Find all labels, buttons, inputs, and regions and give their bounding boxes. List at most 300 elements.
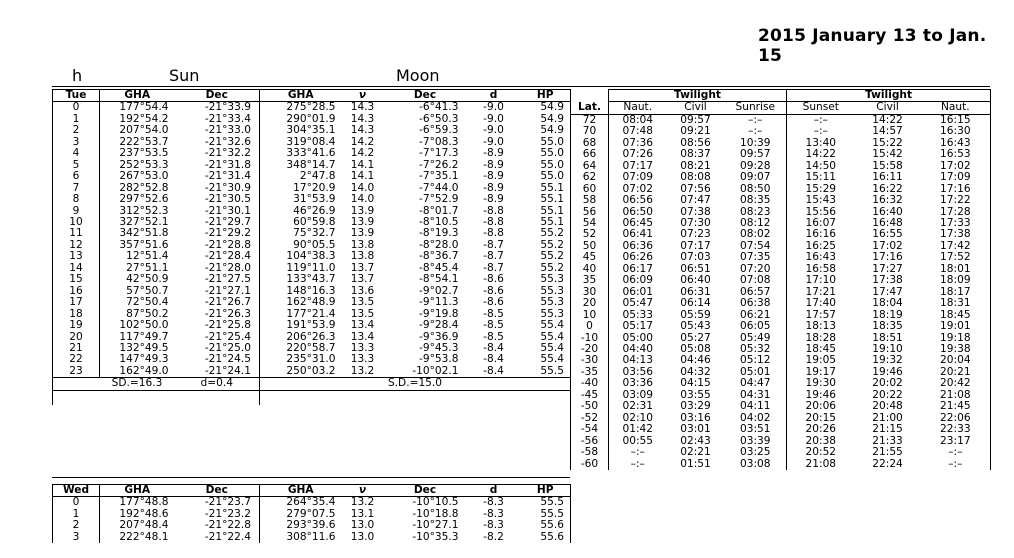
hour-cell: 0	[53, 497, 100, 509]
naut-morning-cell: 06:45	[609, 218, 667, 229]
sunset-cell: 18:13	[787, 321, 855, 332]
civil-morning-cell: 07:47	[680, 194, 711, 207]
moon-dec-cell: -8°10.5	[419, 215, 459, 228]
moon-hp-cell: 55.4	[521, 320, 571, 331]
sunrise-cell: 04:11	[740, 400, 771, 413]
sunset-cell: 16:58	[787, 264, 855, 275]
moon-dec-header-wed: Dec	[384, 485, 467, 497]
sunset-cell: 16:43	[787, 252, 855, 263]
sun-dec-cell: -21°28.0	[175, 263, 260, 274]
naut-morning-cell: 06:09	[609, 275, 667, 286]
moon-hp-cell: 55.3	[521, 309, 571, 320]
moon-dec-cell: -8°01.7	[419, 204, 459, 217]
moon-hp-cell: 54.9	[521, 125, 571, 136]
civil-morning-cell: 08:37	[680, 148, 711, 161]
ephemeris-body-wed	[53, 497, 571, 543]
sun-dec-cell: -21°26.3	[175, 309, 260, 320]
civil-morning-cell: 07:17	[680, 239, 711, 252]
lat-cell: 64	[571, 161, 609, 172]
naut-evening-cell: 22:06	[921, 413, 991, 424]
civil-morning-cell: 03:01	[680, 423, 711, 436]
moon-dec-cell: -9°02.7	[419, 284, 459, 297]
naut-morning-cell: 05:00	[609, 333, 667, 344]
moon-nu-cell: 13.9	[350, 204, 375, 217]
moon-gha-cell: 220°58.7	[286, 341, 336, 354]
moon-gha-cell: 90°05.5	[293, 238, 336, 251]
moon-semidiameter: S.D.=15.0	[260, 378, 571, 390]
table-row	[53, 366, 571, 378]
naut-evening-cell: 17:38	[921, 229, 991, 240]
hour-cell: 18	[53, 309, 100, 320]
moon-dec-cell: -9°53.8	[419, 353, 459, 366]
hour-cell: 23	[53, 366, 100, 378]
sun-dec-cell: -21°32.6	[175, 137, 260, 148]
twilight-body	[571, 114, 991, 470]
moon-d-cell: -8.7	[483, 238, 504, 251]
naut-evening-cell: 16:43	[921, 138, 991, 149]
civil-evening-cell: 20:02	[872, 377, 903, 390]
moon-gha-cell: 119°11.0	[286, 261, 336, 274]
sun-gha-cell: 27°51.1	[126, 261, 169, 274]
sun-dec-cell: -21°23.7	[175, 497, 260, 509]
moon-nu-cell: 14.3	[350, 112, 375, 125]
moon-hp-cell: 55.3	[521, 286, 571, 297]
table-row	[53, 532, 571, 543]
moon-gha-cell: 162°48.9	[286, 296, 336, 309]
moon-d-cell: -8.4	[483, 341, 504, 354]
lat-cell: 50	[571, 241, 609, 252]
civil-morning-cell: 02:21	[680, 446, 711, 459]
naut-morning-cell: 06:01	[609, 287, 667, 298]
lat-cell: -30	[571, 355, 609, 366]
sunrise-cell: 09:57	[740, 148, 771, 161]
sunset-cell: 16:16	[787, 229, 855, 240]
sun-gha-cell: 222°48.1	[119, 530, 169, 543]
hour-cell: 3	[53, 137, 100, 148]
naut-morning-cell: 07:17	[609, 161, 667, 172]
moon-gha-cell: 304°35.1	[286, 124, 336, 137]
civil-morning-cell: 06:51	[680, 262, 711, 275]
civil-evening-cell: 20:48	[872, 400, 903, 413]
naut-evening-cell: 18:09	[921, 275, 991, 286]
lat-cell: -40	[571, 378, 609, 389]
moon-d-cell: -9.0	[483, 135, 504, 148]
sunrise-cell: 04:02	[740, 411, 771, 424]
civil-evening-cell: 17:38	[872, 274, 903, 287]
naut-evening-cell: 17:09	[921, 172, 991, 183]
moon-nu-cell: 13.5	[350, 307, 375, 320]
moon-hp-cell: 55.5	[521, 509, 571, 520]
civil-evening-cell: 18:35	[872, 320, 903, 333]
sun-gha-cell: 57°50.7	[126, 284, 169, 297]
naut-evening-cell: 22:33	[921, 424, 991, 435]
sunrise-cell: 04:31	[740, 388, 771, 401]
moon-nu-cell: 13.9	[350, 227, 375, 240]
sunset-cell: 20:06	[787, 401, 855, 412]
civil-evening-cell: 18:04	[872, 297, 903, 310]
moon-hp-cell: 55.1	[521, 194, 571, 205]
moon-hp-cell: 55.2	[521, 240, 571, 251]
naut-evening-cell: –:–	[921, 447, 991, 458]
moon-hp-header-wed: HP	[521, 485, 571, 497]
civil-evening-cell: 17:27	[872, 262, 903, 275]
sun-gha-cell: 282°52.8	[119, 181, 169, 194]
sun-gha-cell: 357°51.6	[119, 238, 169, 251]
sunrise-cell: 05:12	[740, 354, 771, 367]
moon-nu-cell: 14.3	[350, 101, 375, 114]
moon-d-cell: -8.3	[483, 507, 504, 520]
sunrise-cell: 08:23	[740, 205, 771, 218]
naut-evening-cell: 17:22	[921, 195, 991, 206]
sunrise-header: Sunrise	[725, 102, 787, 114]
sunset-cell: 17:21	[787, 287, 855, 298]
moon-gha-cell: 191°53.9	[286, 319, 336, 332]
moon-dec-cell: -10°35.3	[412, 530, 459, 543]
moon-d-cell: -8.8	[483, 215, 504, 228]
table-row	[571, 401, 991, 412]
lat-cell: -56	[571, 436, 609, 447]
sun-dec-cell: -21°30.9	[175, 183, 260, 194]
civil-evening-cell: 20:22	[872, 388, 903, 401]
moon-hp-cell: 55.4	[521, 332, 571, 343]
civil-morning-cell: 05:43	[680, 320, 711, 333]
moon-dec-cell: -9°11.3	[419, 296, 459, 309]
sunset-cell: 18:28	[787, 333, 855, 344]
naut-header-evening: Naut.	[921, 102, 991, 114]
civil-morning-cell: 07:38	[680, 205, 711, 218]
civil-morning-cell: 04:46	[680, 354, 711, 367]
civil-morning-cell: 06:31	[680, 285, 711, 298]
sunset-cell: 15:29	[787, 184, 855, 195]
sunrise-cell: 09:07	[740, 171, 771, 184]
sunrise-cell: 07:08	[740, 274, 771, 287]
sun-gha-cell: 312°52.3	[119, 204, 169, 217]
sunrise-cell: 10:39	[740, 136, 771, 149]
civil-evening-cell: 16:32	[872, 194, 903, 207]
naut-evening-cell: 19:01	[921, 321, 991, 332]
civil-morning-cell: 05:08	[680, 342, 711, 355]
moon-d-cell: -8.3	[483, 496, 504, 509]
sunset-cell: 14:50	[787, 161, 855, 172]
naut-morning-cell: 06:36	[609, 241, 667, 252]
civil-evening-cell: 21:15	[872, 423, 903, 436]
moon-d-cell: -8.6	[483, 296, 504, 309]
moon-hp-cell: 55.4	[521, 343, 571, 354]
civil-evening-cell: 19:46	[872, 365, 903, 378]
naut-morning-cell: 02:31	[609, 401, 667, 412]
sun-gha-cell: 177°48.8	[119, 496, 169, 509]
twilight-evening-group: Twilight	[787, 90, 991, 102]
sunset-cell: –:–	[787, 126, 855, 137]
sun-dec-cell: -21°25.8	[175, 320, 260, 331]
hour-header: h	[72, 66, 83, 85]
naut-morning-cell: 03:36	[609, 378, 667, 389]
moon-d-cell: -8.6	[483, 284, 504, 297]
civil-morning-cell: 03:29	[680, 400, 711, 413]
moon-gha-cell: 75°32.7	[293, 227, 336, 240]
civil-morning-cell: 06:14	[680, 297, 711, 310]
moon-nu-header: ν	[342, 90, 384, 102]
naut-morning-cell: 02:10	[609, 413, 667, 424]
sun-gha-cell: 192°54.2	[119, 112, 169, 125]
lat-cell: -54	[571, 424, 609, 435]
sun-semidiameter: SD.=16.3	[100, 378, 175, 390]
sunrise-cell: 05:01	[740, 365, 771, 378]
moon-dec-cell: -7°17.3	[419, 147, 459, 160]
sunrise-cell: 06:57	[740, 285, 771, 298]
moon-nu-cell: 13.7	[350, 273, 375, 286]
moon-hp-header: HP	[521, 90, 571, 102]
moon-d-cell: -9.0	[483, 101, 504, 114]
moon-d-cell: -8.2	[483, 530, 504, 543]
naut-morning-cell: 06:41	[609, 229, 667, 240]
moon-hp-cell: 55.5	[521, 497, 571, 509]
civil-evening-cell: 18:19	[872, 308, 903, 321]
table-row	[53, 320, 571, 331]
naut-morning-cell: 07:09	[609, 172, 667, 183]
civil-morning-cell: 03:16	[680, 411, 711, 424]
civil-morning-cell: 04:32	[680, 365, 711, 378]
lat-cell: 58	[571, 195, 609, 206]
naut-evening-cell: 19:38	[921, 344, 991, 355]
moon-hp-cell: 54.9	[521, 114, 571, 125]
moon-nu-cell: 13.2	[350, 364, 375, 377]
sunrise-cell: 07:35	[740, 251, 771, 264]
moon-hp-cell: 55.1	[521, 183, 571, 194]
sunset-header: Sunset	[787, 102, 855, 114]
moon-gha-cell: 235°31.0	[286, 353, 336, 366]
naut-evening-cell: 20:04	[921, 355, 991, 366]
hour-cell: 3	[53, 532, 100, 543]
sunset-cell: 19:05	[787, 355, 855, 366]
sun-dec-cell: -21°23.2	[175, 509, 260, 520]
sun-gha-cell: 267°53.0	[119, 170, 169, 183]
civil-evening-cell: 15:42	[872, 148, 903, 161]
moon-dec-cell: -7°08.3	[419, 135, 459, 148]
moon-d-cell: -8.8	[483, 227, 504, 240]
hour-cell: 1	[53, 114, 100, 125]
civil-evening-cell: 16:55	[872, 228, 903, 241]
moon-gha-cell: 148°16.3	[286, 284, 336, 297]
lat-cell: -60	[571, 459, 609, 470]
sunset-cell: 14:22	[787, 149, 855, 160]
civil-morning-cell: 09:21	[680, 125, 711, 138]
moon-dec-cell: -7°26.2	[419, 158, 459, 171]
hour-cell: 21	[53, 343, 100, 354]
civil-evening-cell: 17:02	[872, 239, 903, 252]
sunrise-cell: 08:02	[740, 228, 771, 241]
moon-nu-cell: 14.2	[350, 135, 375, 148]
sunset-cell: 21:08	[787, 459, 855, 470]
moon-nu-cell: 13.0	[350, 530, 375, 543]
naut-evening-cell: 17:16	[921, 184, 991, 195]
sunrise-cell: 06:05	[740, 320, 771, 333]
sunset-cell: 17:40	[787, 298, 855, 309]
civil-evening-cell: 19:10	[872, 342, 903, 355]
table-row	[53, 148, 571, 159]
table-row	[53, 297, 571, 308]
moon-gha-cell: 293°39.6	[286, 519, 336, 532]
moon-dec-cell: -7°44.0	[419, 181, 459, 194]
moon-d-cell: -8.9	[483, 193, 504, 206]
moon-hp-cell: 55.0	[521, 137, 571, 148]
sunrise-cell: 08:50	[740, 182, 771, 195]
hour-cell: 10	[53, 217, 100, 228]
naut-morning-cell: 03:56	[609, 367, 667, 378]
naut-evening-cell: 17:28	[921, 207, 991, 218]
naut-evening-cell: 18:31	[921, 298, 991, 309]
moon-dec-cell: -6°50.3	[419, 112, 459, 125]
sun-dec-cell: -21°25.4	[175, 332, 260, 343]
moon-dec-cell: -7°52.9	[419, 193, 459, 206]
sunrise-cell: –:–	[748, 113, 763, 126]
lat-cell: 52	[571, 229, 609, 240]
naut-evening-cell: 17:52	[921, 252, 991, 263]
lat-cell: 66	[571, 149, 609, 160]
moon-hp-cell: 55.2	[521, 228, 571, 239]
moon-gha-cell: 46°26.9	[293, 204, 336, 217]
sun-gha-cell: 207°54.0	[119, 124, 169, 137]
naut-morning-cell: 08:04	[609, 114, 667, 126]
sunrise-cell: 06:21	[740, 308, 771, 321]
sunrise-cell: –:–	[748, 125, 763, 138]
moon-nu-cell: 13.4	[350, 319, 375, 332]
lat-cell: 30	[571, 287, 609, 298]
civil-morning-cell: 05:59	[680, 308, 711, 321]
naut-header-morning: Naut.	[609, 102, 667, 114]
sun-gha-cell: 117°49.7	[119, 330, 169, 343]
moon-nu-cell: 13.5	[350, 296, 375, 309]
lat-cell: -10	[571, 333, 609, 344]
lat-cell: -35	[571, 367, 609, 378]
sun-gha-cell: 177°54.4	[119, 101, 169, 114]
moon-dec-cell: -6°41.3	[419, 101, 459, 114]
sunset-cell: 15:11	[787, 172, 855, 183]
sun-dec-cell: -21°22.8	[175, 520, 260, 531]
sun-gha-cell: 12°51.4	[126, 250, 169, 263]
civil-evening-cell: 16:48	[872, 216, 903, 229]
sun-gha-header-wed: GHA	[100, 485, 175, 497]
moon-dec-cell: -9°28.4	[419, 319, 459, 332]
sun-gha-cell: 87°50.2	[126, 307, 169, 320]
hour-cell: 9	[53, 206, 100, 217]
lat-cell: 45	[571, 252, 609, 263]
naut-evening-cell: 23:17	[921, 436, 991, 447]
naut-evening-cell: 19:18	[921, 333, 991, 344]
sunrise-cell: 03:08	[740, 457, 771, 470]
naut-evening-cell: 18:17	[921, 287, 991, 298]
civil-morning-cell: 05:27	[680, 331, 711, 344]
moon-gha-cell: 290°01.9	[286, 112, 336, 125]
hour-cell: 7	[53, 183, 100, 194]
sun-dec-cell: -21°30.5	[175, 194, 260, 205]
table-row	[571, 195, 991, 206]
sun-dec-cell: -21°32.2	[175, 148, 260, 159]
naut-evening-cell: 16:53	[921, 149, 991, 160]
sunrise-cell: 09:28	[740, 159, 771, 172]
lat-cell: 60	[571, 184, 609, 195]
civil-evening-cell: 21:55	[872, 446, 903, 459]
sun-dec-header-wed: Dec	[175, 485, 260, 497]
moon-dec-cell: -8°54.1	[419, 273, 459, 286]
naut-evening-cell: –:–	[921, 459, 991, 470]
sun-dec-cell: -21°24.5	[175, 354, 260, 365]
naut-morning-cell: 06:17	[609, 264, 667, 275]
naut-evening-cell: 18:01	[921, 264, 991, 275]
moon-hp-cell: 55.5	[521, 366, 571, 378]
sun-header: Sun	[169, 66, 200, 85]
ephemeris-body-tue	[53, 102, 571, 378]
lat-cell: -58	[571, 447, 609, 458]
table-row	[571, 424, 991, 435]
moon-hp-cell: 55.1	[521, 217, 571, 228]
sun-dec-cell: -21°30.1	[175, 206, 260, 217]
civil-morning-cell: 07:23	[680, 228, 711, 241]
sun-dec-cell: -21°26.7	[175, 297, 260, 308]
moon-nu-cell: 14.1	[350, 158, 375, 171]
lat-header: Lat.	[571, 102, 609, 114]
naut-morning-cell: 06:50	[609, 207, 667, 218]
sunrise-cell: 05:49	[740, 331, 771, 344]
moon-d-cell: -8.5	[483, 307, 504, 320]
naut-morning-cell: 05:47	[609, 298, 667, 309]
civil-evening-cell: 16:40	[872, 205, 903, 218]
lat-cell: 72	[571, 114, 609, 126]
civil-evening-cell: 16:11	[872, 171, 903, 184]
moon-dec-cell: -8°45.4	[419, 261, 459, 274]
sunset-cell: 15:43	[787, 195, 855, 206]
naut-morning-cell: 07:26	[609, 149, 667, 160]
sun-dec-cell: -21°28.4	[175, 251, 260, 262]
sun-gha-cell: 327°52.1	[119, 215, 169, 228]
lat-cell: -45	[571, 390, 609, 401]
naut-morning-cell: 07:36	[609, 138, 667, 149]
moon-dec-cell: -10°27.1	[412, 519, 459, 532]
sunset-cell: 19:46	[787, 390, 855, 401]
sun-dec-cell: -21°33.4	[175, 114, 260, 125]
sun-dec-cell: -21°27.1	[175, 286, 260, 297]
civil-morning-cell: 09:57	[680, 113, 711, 126]
hour-cell: 16	[53, 286, 100, 297]
moon-dec-cell: -10°18.8	[412, 507, 459, 520]
table-row	[571, 321, 991, 332]
sun-gha-cell: 252°53.3	[119, 158, 169, 171]
moon-gha-cell: 264°35.4	[286, 496, 336, 509]
sun-dec-header: Dec	[175, 90, 260, 102]
lat-cell: 35	[571, 275, 609, 286]
hour-cell: 5	[53, 160, 100, 171]
sun-gha-cell: 297°52.6	[119, 193, 169, 206]
moon-hp-cell: 55.2	[521, 251, 571, 262]
moon-gha-cell: 279°07.5	[286, 507, 336, 520]
moon-hp-cell: 55.4	[521, 354, 571, 365]
moon-nu-cell: 14.0	[350, 181, 375, 194]
moon-d-cell: -9.0	[483, 124, 504, 137]
sunrise-cell: 07:20	[740, 262, 771, 275]
day-label-wed: Wed	[53, 485, 100, 497]
civil-evening-cell: 21:00	[872, 411, 903, 424]
civil-evening-cell: 14:22	[872, 113, 903, 126]
moon-gha-cell: 333°41.6	[286, 147, 336, 160]
sunrise-cell: 08:12	[740, 216, 771, 229]
moon-dec-cell: -7°35.1	[419, 170, 459, 183]
naut-morning-cell: 04:13	[609, 355, 667, 366]
sunrise-cell: 07:54	[740, 239, 771, 252]
moon-nu-cell: 13.7	[350, 261, 375, 274]
sun-dec-cell: -21°29.2	[175, 228, 260, 239]
hour-cell: 13	[53, 251, 100, 262]
hour-cell: 11	[53, 228, 100, 239]
